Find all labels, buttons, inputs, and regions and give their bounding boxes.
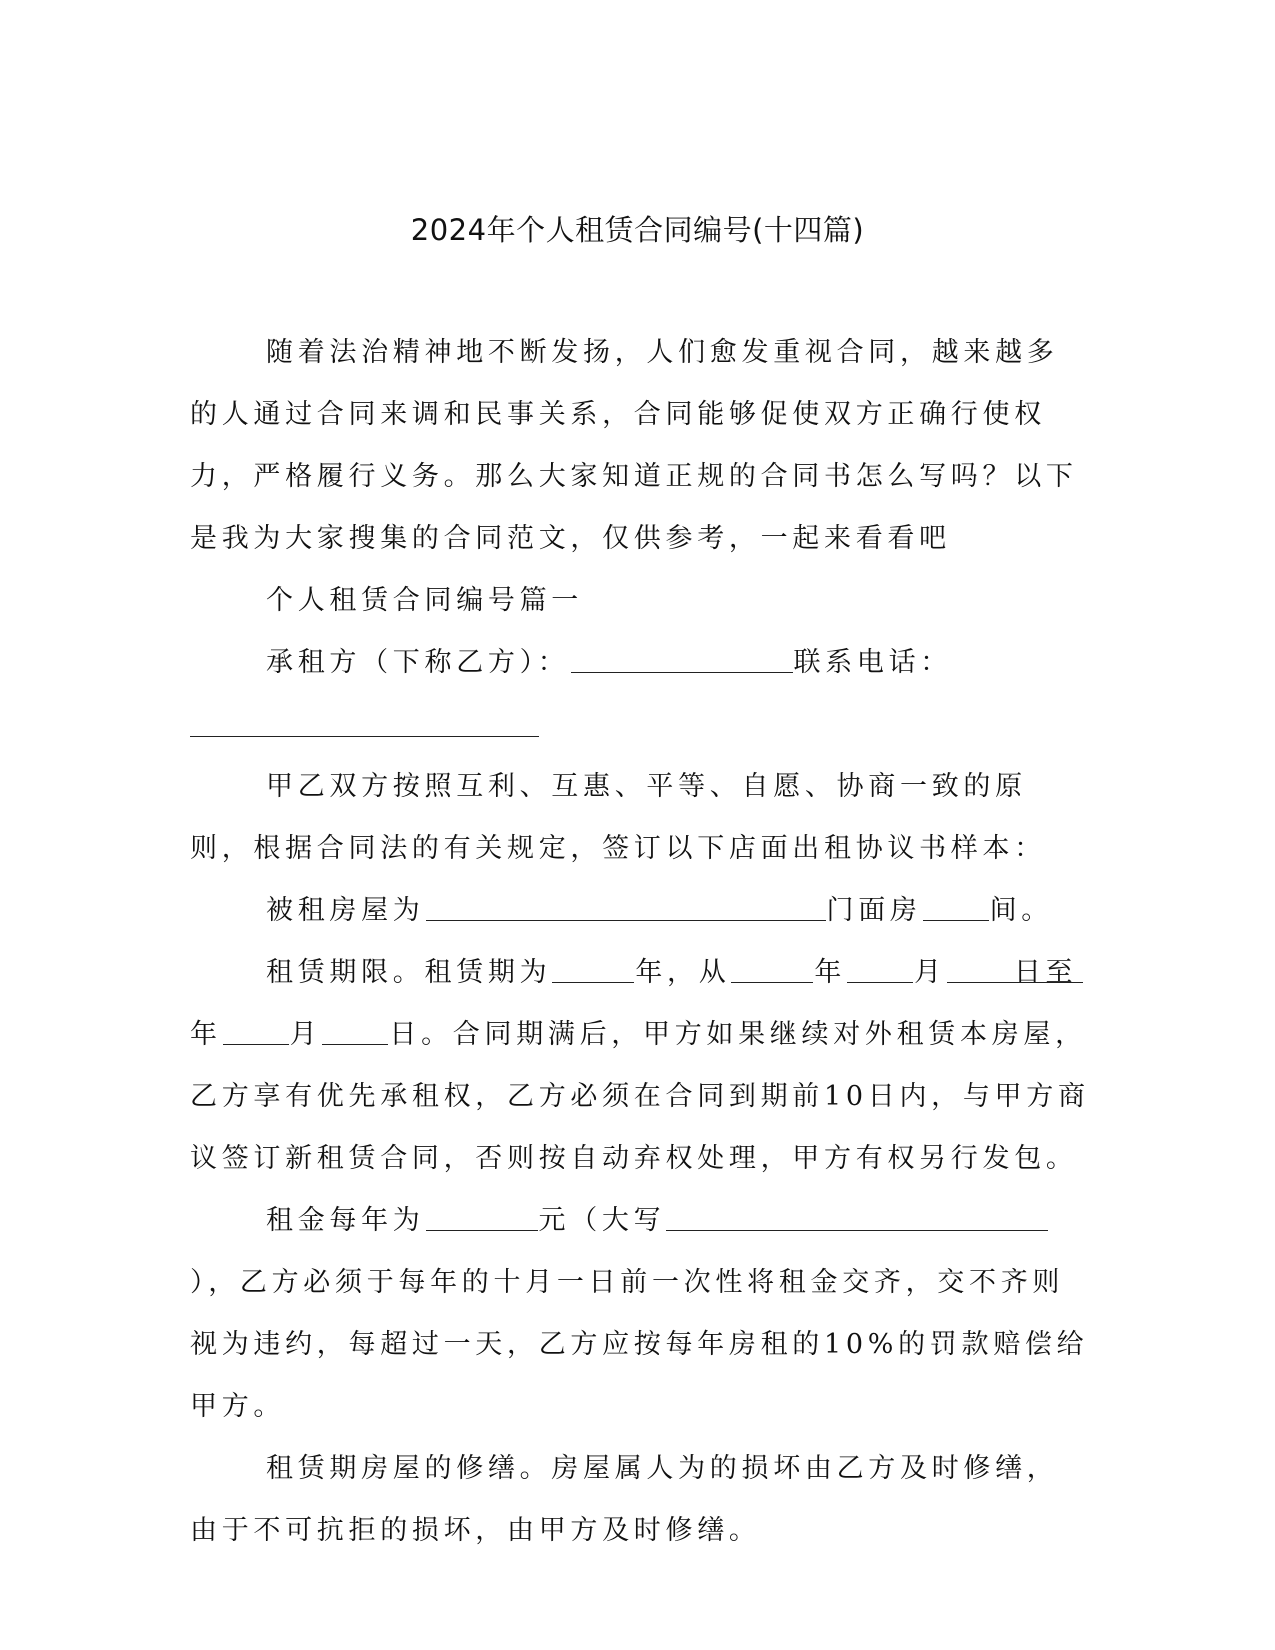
lessee-label: 承租方（下称乙方）： [266, 647, 570, 678]
intro-paragraph: 随着法治精神地不断发扬，人们愈发重视合同，越来越多的人通过合同来调和民事关系，合同能够促使双方正确行使权力，严格履行义务。那么大家知道正规的合同书怎么写吗？以下是我为大家搜集的合同范文，仅供参考，一起来看看吧 [190, 337, 1078, 554]
end-day-blank [322, 1016, 388, 1045]
term-years-blank [552, 954, 634, 983]
term-yue: 月 [914, 957, 946, 988]
principle-paragraph: 甲乙双方按照互利、互惠、平等、自愿、协商一致的原则，根据合同法的有关规定，签订以下店面出租协议书样本： [190, 771, 1046, 864]
premises-prefix: 被租房屋为 [266, 895, 425, 926]
term-rest: 日。合同期满后，甲方如果继续对外租赁本房屋，乙方享有优先承租权，乙方必须在合同到期前10日内，与甲方商议签订新租赁合同，否则按自动弃权处理，甲方有权另行发包。 [190, 1019, 1090, 1174]
term-paragraph [190, 942, 1090, 1190]
rent-words-blank [666, 1202, 1048, 1231]
start-year-blank [731, 954, 813, 983]
rent-mid: 元（大写 [538, 1205, 666, 1236]
premises-suffix: 间。 [989, 895, 1054, 926]
document-body [190, 322, 1090, 1562]
repair-paragraph: 租赁期房屋的修缮。房屋属人为的损坏由乙方及时修缮，由于不可抗拒的损坏，由甲方及时修缮。 [190, 1453, 1059, 1546]
rent-rest: ，乙方必须于每年的十月一日前一次性将租金交齐，交不齐则视为违约，每超过一天，乙方应按每年房租的10%的罚款赔偿给甲方。 [190, 1267, 1089, 1422]
premises-blank [426, 892, 826, 921]
rent-paragraph [190, 1190, 1090, 1438]
term-nian: 年 [814, 957, 847, 988]
phone-blank [190, 736, 539, 737]
premises-paragraph [190, 880, 1090, 942]
rent-amount-blank [426, 1202, 538, 1231]
term-yue2: 月 [289, 1019, 322, 1050]
lessee-blank [571, 644, 793, 673]
end-year-blank [1001, 954, 1083, 983]
rent-close: ） [190, 1267, 209, 1298]
term-ri-zhi: 日至 [1013, 957, 1078, 988]
rent-prefix: 租金每年为 [266, 1205, 425, 1236]
rooms-blank [923, 892, 989, 921]
term-part1: 租赁期限。租赁期为 [266, 957, 552, 988]
section-heading: 个人租赁合同编号篇一 [266, 585, 583, 616]
end-month-blank [223, 1016, 289, 1045]
term-year: 年，从 [635, 957, 731, 988]
phone-blank-row [190, 694, 1090, 756]
document-title: 2024年个人租赁合同编号(十四篇) [410, 213, 865, 247]
term-nian2: 年 [190, 1019, 222, 1050]
start-month-blank [847, 954, 913, 983]
phone-label: 联系电话： [793, 647, 952, 678]
lessee-line [190, 632, 1090, 694]
premises-mid: 门面房 [826, 895, 922, 926]
